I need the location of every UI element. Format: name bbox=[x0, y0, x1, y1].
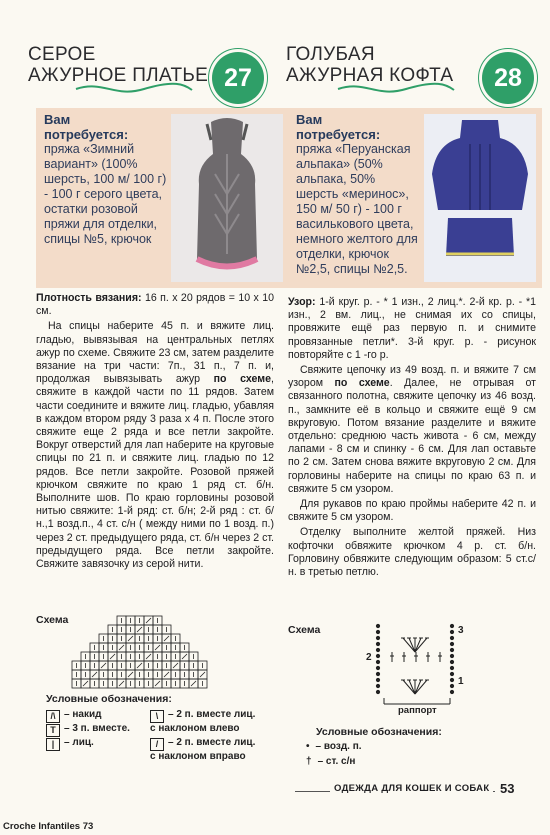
materials-text: пряжа «Зимний вариант» (100% шерсть, 100 м/ 100 г) - 100 г серого цвета, остатки розовой пряжи для отделки, спицы №5, крючок bbox=[44, 142, 167, 246]
rapport-label: раппорт bbox=[398, 705, 437, 716]
density-paragraph bbox=[36, 292, 274, 318]
pattern-text: 1-й круг. р. - * 1 изн., 2 лиц.*. 2-й кр. р. - *1 изн., 2 вм. лиц., не снимая их со спицы, провяжите ещё раз первую п. и снимите провязанные петли*. 3-й круг. р. - рисунок повторяйте с 1 -го р. bbox=[288, 296, 536, 361]
project-28-header bbox=[282, 0, 544, 98]
row-label-1: 1 bbox=[458, 676, 464, 687]
title-line-2: АЖУРНАЯ КОФТА bbox=[286, 65, 454, 86]
dress-photo bbox=[171, 114, 283, 282]
title-line-1: ГОЛУБАЯ bbox=[286, 44, 375, 65]
finishing-paragraph: Отделку выполните желтой пряжей. Низ кофточки обвяжите крючком 4 р. ст. б/н. Горловину обвяжите следующим образом: 5 ст.с/н. в третью петлю. bbox=[288, 526, 536, 579]
materials-box bbox=[288, 108, 542, 288]
project-number-badge: 28 bbox=[482, 52, 534, 104]
legend-double-crochet: † – ст. с/н bbox=[306, 756, 356, 767]
decorative-swirl-icon bbox=[74, 82, 194, 96]
project-number-badge: 27 bbox=[212, 52, 264, 104]
page-number: 53 bbox=[500, 781, 515, 796]
legend-chain: • – возд. п. bbox=[306, 741, 362, 752]
legend-k2tog-left: \ – 2 п. вместе лиц. с наклоном влево bbox=[150, 709, 256, 734]
project-27 bbox=[14, 0, 276, 762]
legend-yarn-over: /\ – накид bbox=[46, 709, 101, 723]
yarn-over-icon: /\ bbox=[46, 710, 60, 723]
materials-box bbox=[36, 108, 290, 288]
decorative-swirl-icon bbox=[336, 82, 456, 96]
double-crochet-icon: † bbox=[306, 756, 312, 767]
pattern-paragraph bbox=[288, 296, 536, 362]
density-value: 16 п. х 20 рядов = 10 х 10 см. bbox=[36, 292, 275, 318]
instructions-paragraph: На спицы наберите 45 п. и вяжите лиц. гладью, вывязывая на центральных петлях ажур по схеме. Свяжите 23 см, затем разделите вязание на три части: 7п., 31 п., 7 п. и, продолжая вывязывать ажур по схеме, свяжите в каждой части по 11 рядов. Затем части соедините и вяжите лиц. гладью, убавляя в каждом втором ряду 3 раза х 4 п. После этого свяжите еще 2 ряда и все петли закройте. Вокруг отверстий для лап наберите на круговые спицы по 21 п. и свяжите лиц. гладью по 12 рядов. Все петли закройте. Розовой пряжей крючком свяжите по краю 1 ряд ст. б/н. Выполните шов. По краю горловины розовой нитью свяжите: 1-й ряд: ст. б/н; 2-й ряд : ст. б/н.,1 возд.п., 4 ст. с/н ( между ними по 1 возд. п.) через 2 ст. предыдущего ряда, ст. б/н через 2 ст. предыдущего ряда. Все петли закройте. Свяжите завязочку из серой нити. bbox=[36, 320, 275, 571]
knit-icon: | bbox=[46, 738, 60, 751]
project-27-title bbox=[28, 44, 208, 86]
row-label-2: 2 bbox=[366, 652, 372, 663]
k3tog-icon: T bbox=[46, 724, 60, 737]
materials-heading: Вам потребуется: bbox=[44, 112, 129, 142]
scheme-label: Схема bbox=[288, 624, 321, 636]
instructions-paragraph: Свяжите цепочку из 49 возд. п. и вяжите 7 см узором по схеме. Далее, не отрывая от связанного полотна, свяжите цепочку из 46 возд. п., замкните её в кольцо и свяжите ещё 9 см вкруговую. Потом вязание разделите и вяжите отдельно: среднюю часть живота - 6 см, между лапами - 8 см и спинку - 6 см. Для лап оставьте по 2 см. Затем снова вяжите вкруговую 2 см. Для горловины наберите на спицы по краю 63 п. и свяжите 5 см узором. bbox=[288, 364, 536, 495]
legend-title: Условные обозначения: bbox=[46, 693, 172, 705]
watermark-text: Croche Infantiles 73 bbox=[3, 821, 94, 832]
materials-text: пряжа «Перуанская альпака» (50% альпака, 50% шерсть «меринос», 150 м/ 50 г) - 100 г василькового цвета, немного желтого для отделки, крючок №2,5, спицы №2,5. bbox=[296, 142, 418, 276]
title-line-1: СЕРОЕ bbox=[28, 44, 96, 65]
pattern-label: Узор: bbox=[288, 296, 316, 308]
project-27-header bbox=[14, 0, 276, 98]
legend-knit: | – лиц. bbox=[46, 737, 94, 751]
k2tog-right-icon: / bbox=[150, 738, 164, 751]
row-label-3: 3 bbox=[458, 625, 464, 636]
legend-k2tog-right: / – 2 п. вместе лиц. с наклоном вправо bbox=[150, 737, 256, 762]
sweater-photo bbox=[424, 114, 536, 282]
footer-section-title: ОДЕЖДА ДЛЯ КОШЕК И СОБАК bbox=[330, 783, 493, 794]
legend-k3tog: T – 3 п. вместе. bbox=[46, 723, 130, 737]
project-27-instructions bbox=[36, 292, 274, 573]
legend-title: Условные обозначения: bbox=[316, 726, 442, 738]
sleeves-paragraph: Для рукавов по краю проймы наберите 42 п. и свяжите 5 см узором. bbox=[288, 498, 536, 524]
materials-heading: Вам потребуется: bbox=[296, 112, 381, 142]
project-28-instructions bbox=[288, 296, 536, 581]
scheme-label: Схема bbox=[36, 614, 69, 626]
k2tog-left-icon: \ bbox=[150, 710, 164, 723]
project-28-title bbox=[286, 44, 453, 86]
page-footer bbox=[0, 783, 550, 803]
project-28 bbox=[282, 0, 544, 767]
lace-chart-diagram bbox=[68, 612, 216, 692]
density-label: Плотность вязания: bbox=[36, 292, 142, 304]
title-line-2: АЖУРНОЕ ПЛАТЬЕ bbox=[28, 65, 209, 86]
chain-stitch-icon: • bbox=[306, 741, 310, 752]
